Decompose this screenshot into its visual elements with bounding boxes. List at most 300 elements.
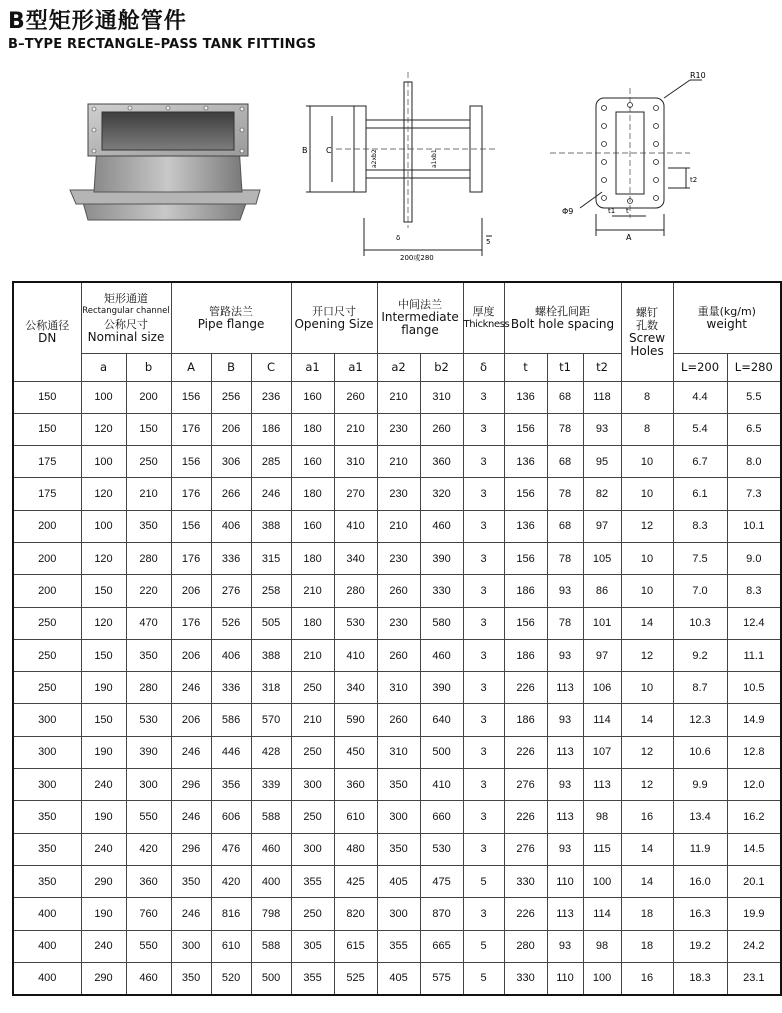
table-cell: 388 [251, 639, 291, 671]
table-cell: 220 [126, 575, 171, 607]
table-cell: 260 [377, 639, 420, 671]
table-cell: 150 [81, 639, 126, 671]
table-cell: 420 [126, 833, 171, 865]
table-cell: 355 [291, 865, 334, 897]
table-cell: 93 [547, 930, 583, 962]
table-cell: 660 [420, 801, 463, 833]
table-cell: 428 [251, 736, 291, 768]
table-cell: 110 [547, 962, 583, 995]
table-cell: 300 [13, 704, 81, 736]
table-cell: 8.3 [673, 510, 727, 542]
table-cell: 360 [126, 865, 171, 897]
table-cell: 3 [463, 542, 504, 574]
subheader-cell: t2 [583, 353, 621, 381]
table-row [13, 381, 781, 413]
table-cell: 610 [211, 930, 251, 962]
table-cell: 3 [463, 704, 504, 736]
table-cell: 19.9 [727, 898, 781, 930]
header-opening-size: 开口尺寸 Opening Size [291, 282, 377, 353]
table-cell: 475 [420, 865, 463, 897]
table-cell: 410 [334, 639, 377, 671]
table-cell: 530 [334, 607, 377, 639]
header-screw-holes: 螺钉 孔数 Screw Holes [621, 282, 673, 381]
table-cell: 250 [291, 736, 334, 768]
table-cell: 12.8 [727, 736, 781, 768]
table-cell: 156 [171, 510, 211, 542]
table-cell: 388 [251, 510, 291, 542]
table-cell: 78 [547, 478, 583, 510]
dim-length-label: 200或280 [400, 254, 434, 262]
table-cell: 330 [420, 575, 463, 607]
table-cell: 400 [13, 930, 81, 962]
table-cell: 310 [420, 381, 463, 413]
table-cell: 9.0 [727, 542, 781, 574]
table-cell: 98 [583, 801, 621, 833]
table-cell: 5 [463, 962, 504, 995]
table-cell: 5.4 [673, 413, 727, 445]
table-cell: 8.3 [727, 575, 781, 607]
header-dn: 公称通径 DN [13, 282, 81, 381]
table-cell: 206 [171, 639, 211, 671]
table-cell: 180 [291, 478, 334, 510]
subheader-cell: L=200 [673, 353, 727, 381]
table-cell: 150 [126, 413, 171, 445]
table-cell: 240 [81, 930, 126, 962]
table-cell: 226 [504, 898, 547, 930]
table-cell: 3 [463, 833, 504, 865]
table-cell: 6.1 [673, 478, 727, 510]
table-cell: 160 [291, 510, 334, 542]
table-cell: 250 [13, 639, 81, 671]
table-cell: 550 [126, 801, 171, 833]
table-body [13, 381, 781, 995]
dim-5-label: 5 [486, 238, 491, 246]
table-cell: 180 [291, 607, 334, 639]
table-cell: 206 [211, 413, 251, 445]
table-cell: 425 [334, 865, 377, 897]
table-cell: 180 [291, 542, 334, 574]
table-cell: 500 [251, 962, 291, 995]
dim-B-label: B [302, 146, 308, 155]
table-cell: 3 [463, 672, 504, 704]
table-row [13, 478, 781, 510]
table-cell: 336 [211, 672, 251, 704]
dim-C-label: C [326, 146, 332, 155]
table-cell: 406 [211, 510, 251, 542]
table-cell: 10 [621, 575, 673, 607]
table-cell: 526 [211, 607, 251, 639]
subheader-cell: a1 [291, 353, 334, 381]
table-cell: 276 [504, 769, 547, 801]
table-cell: 210 [126, 478, 171, 510]
table-cell: 156 [504, 478, 547, 510]
table-cell: 460 [420, 510, 463, 542]
table-cell: 5 [463, 930, 504, 962]
table-cell: 12 [621, 769, 673, 801]
header-bolt-hole-spacing: 螺栓孔间距 Bolt hole spacing [504, 282, 621, 353]
table-cell: 100 [81, 446, 126, 478]
table-cell: 16.2 [727, 801, 781, 833]
table-cell: 210 [334, 413, 377, 445]
table-cell: 350 [13, 833, 81, 865]
table-cell: 98 [583, 930, 621, 962]
table-cell: 505 [251, 607, 291, 639]
table-cell: 446 [211, 736, 251, 768]
table-row [13, 801, 781, 833]
table-cell: 760 [126, 898, 171, 930]
table-cell: 306 [211, 446, 251, 478]
table-cell: 97 [583, 510, 621, 542]
table-cell: 310 [377, 672, 420, 704]
table-cell: 9.2 [673, 639, 727, 671]
table-cell: 330 [504, 865, 547, 897]
table-cell: 113 [547, 801, 583, 833]
table-cell: 210 [291, 575, 334, 607]
table-cell: 240 [81, 833, 126, 865]
table-cell: 300 [377, 898, 420, 930]
table-cell: 615 [334, 930, 377, 962]
subheader-cell: a [81, 353, 126, 381]
subheader-cell: a2 [377, 353, 420, 381]
table-cell: 290 [81, 962, 126, 995]
table-cell: 190 [81, 672, 126, 704]
table-cell: 186 [251, 413, 291, 445]
table-cell: 276 [504, 833, 547, 865]
dim-t1-label: t1 [608, 207, 616, 215]
table-cell: 520 [211, 962, 251, 995]
table-cell: 100 [583, 962, 621, 995]
table-cell: 93 [547, 833, 583, 865]
table-row [13, 962, 781, 995]
table-cell: 18 [621, 898, 673, 930]
table-cell: 296 [171, 769, 211, 801]
subheader-cell: b [126, 353, 171, 381]
table-cell: 300 [126, 769, 171, 801]
table-cell: 78 [547, 607, 583, 639]
table-cell: 300 [171, 930, 211, 962]
table-cell: 350 [171, 962, 211, 995]
table-cell: 156 [171, 446, 211, 478]
table-cell: 470 [126, 607, 171, 639]
table-row [13, 575, 781, 607]
spec-table [12, 281, 782, 996]
table-cell: 460 [420, 639, 463, 671]
dim-t2-label: t2 [690, 176, 698, 184]
table-cell: 120 [81, 542, 126, 574]
table-cell: 100 [583, 865, 621, 897]
subheader-cell: A [171, 353, 211, 381]
table-cell: 820 [334, 898, 377, 930]
table-cell: 580 [420, 607, 463, 639]
dim-a1b1-label: a1xb1 [431, 149, 438, 168]
subheader-cell: C [251, 353, 291, 381]
table-cell: 106 [583, 672, 621, 704]
table-cell: 11.1 [727, 639, 781, 671]
dim-delta-label: δ [396, 234, 401, 242]
table-cell: 210 [377, 510, 420, 542]
table-cell: 10.6 [673, 736, 727, 768]
table-cell: 270 [334, 478, 377, 510]
table-cell: 16.0 [673, 865, 727, 897]
table-cell: 350 [171, 865, 211, 897]
table-cell: 176 [171, 542, 211, 574]
table-cell: 206 [171, 704, 211, 736]
table-cell: 300 [291, 833, 334, 865]
table-cell: 318 [251, 672, 291, 704]
table-cell: 6.5 [727, 413, 781, 445]
table-row [13, 510, 781, 542]
subheader-cell: t1 [547, 353, 583, 381]
table-cell: 606 [211, 801, 251, 833]
table-cell: 3 [463, 575, 504, 607]
table-cell: 260 [420, 413, 463, 445]
table-cell: 156 [504, 413, 547, 445]
table-cell: 113 [547, 736, 583, 768]
table-cell: 405 [377, 865, 420, 897]
table-cell: 18 [621, 930, 673, 962]
table-cell: 530 [420, 833, 463, 865]
table-cell: 390 [420, 672, 463, 704]
table-cell: 340 [334, 542, 377, 574]
table-cell: 210 [377, 381, 420, 413]
table-cell: 176 [171, 607, 211, 639]
table-cell: 280 [334, 575, 377, 607]
table-cell: 3 [463, 898, 504, 930]
table-cell: 400 [251, 865, 291, 897]
table-cell: 290 [81, 865, 126, 897]
table-cell: 12 [621, 510, 673, 542]
table-cell: 190 [81, 736, 126, 768]
table-cell: 3 [463, 510, 504, 542]
table-cell: 230 [377, 542, 420, 574]
table-cell: 260 [377, 704, 420, 736]
header-intermediate-flange: 中间法兰 Intermediate flange [377, 282, 463, 353]
table-cell: 410 [420, 769, 463, 801]
table-cell: 276 [211, 575, 251, 607]
table-cell: 68 [547, 381, 583, 413]
table-row [13, 542, 781, 574]
table-cell: 460 [251, 833, 291, 865]
dim-a2b2-label: a2xb2 [371, 149, 378, 168]
table-cell: 186 [504, 639, 547, 671]
table-row [13, 930, 781, 962]
table-cell: 14 [621, 704, 673, 736]
table-cell: 590 [334, 704, 377, 736]
table-cell: 246 [171, 898, 211, 930]
page-title-en: B–TYPE RECTANGLE–PASS TANK FITTINGS [8, 37, 317, 52]
table-cell: 107 [583, 736, 621, 768]
table-cell: 476 [211, 833, 251, 865]
table-cell: 8.7 [673, 672, 727, 704]
table-cell: 24.2 [727, 930, 781, 962]
table-cell: 97 [583, 639, 621, 671]
table-cell: 12 [621, 639, 673, 671]
table-cell: 250 [291, 801, 334, 833]
table-cell: 93 [547, 575, 583, 607]
table-cell: 86 [583, 575, 621, 607]
table-cell: 610 [334, 801, 377, 833]
table-cell: 210 [377, 446, 420, 478]
table-cell: 280 [126, 542, 171, 574]
table-cell: 236 [251, 381, 291, 413]
table-cell: 260 [334, 381, 377, 413]
table-cell: 450 [334, 736, 377, 768]
table-cell: 114 [583, 704, 621, 736]
table-cell: 11.9 [673, 833, 727, 865]
subheader-cell: δ [463, 353, 504, 381]
table-cell: 20.1 [727, 865, 781, 897]
table-cell: 7.5 [673, 542, 727, 574]
table-row [13, 607, 781, 639]
table-cell: 350 [377, 769, 420, 801]
table-cell: 10 [621, 446, 673, 478]
table-cell: 4.4 [673, 381, 727, 413]
dim-t-label: t [626, 207, 629, 215]
table-cell: 9.9 [673, 769, 727, 801]
table-cell: 400 [13, 898, 81, 930]
table-cell: 13.4 [673, 801, 727, 833]
table-cell: 93 [547, 769, 583, 801]
table-cell: 150 [13, 381, 81, 413]
table-cell: 3 [463, 769, 504, 801]
table-cell: 3 [463, 446, 504, 478]
table-cell: 10 [621, 542, 673, 574]
table-cell: 113 [547, 672, 583, 704]
table-cell: 8 [621, 413, 673, 445]
table-cell: 10.5 [727, 672, 781, 704]
subheader-cell: B [211, 353, 251, 381]
table-cell: 356 [211, 769, 251, 801]
subheader-cell: a1 [334, 353, 377, 381]
table-cell: 280 [126, 672, 171, 704]
table-row [13, 833, 781, 865]
table-cell: 230 [377, 478, 420, 510]
table-cell: 525 [334, 962, 377, 995]
table-cell: 14 [621, 865, 673, 897]
table-cell: 3 [463, 639, 504, 671]
table-cell: 200 [13, 575, 81, 607]
table-cell: 118 [583, 381, 621, 413]
table-cell: 175 [13, 446, 81, 478]
table-cell: 330 [504, 962, 547, 995]
table-cell: 339 [251, 769, 291, 801]
table-cell: 390 [126, 736, 171, 768]
table-cell: 16 [621, 801, 673, 833]
table-cell: 350 [13, 865, 81, 897]
table-cell: 575 [420, 962, 463, 995]
table-cell: 160 [291, 446, 334, 478]
table-cell: 665 [420, 930, 463, 962]
table-cell: 300 [13, 769, 81, 801]
table-cell: 5.5 [727, 381, 781, 413]
table-cell: 12.4 [727, 607, 781, 639]
table-cell: 336 [211, 542, 251, 574]
side-section-drawing [296, 68, 506, 268]
table-row [13, 413, 781, 445]
table-cell: 3 [463, 607, 504, 639]
table-cell: 296 [171, 833, 211, 865]
table-cell: 136 [504, 446, 547, 478]
table-cell: 400 [13, 962, 81, 995]
table-cell: 190 [81, 801, 126, 833]
table-cell: 3 [463, 801, 504, 833]
table-row [13, 446, 781, 478]
table-cell: 101 [583, 607, 621, 639]
table-cell: 460 [126, 962, 171, 995]
table-cell: 258 [251, 575, 291, 607]
table-cell: 12.3 [673, 704, 727, 736]
table-cell: 300 [377, 801, 420, 833]
header-weight: 重量(kg/m) weight [673, 282, 781, 353]
table-cell: 136 [504, 381, 547, 413]
table-cell: 410 [334, 510, 377, 542]
table-cell: 7.0 [673, 575, 727, 607]
table-cell: 230 [377, 607, 420, 639]
table-cell: 93 [547, 639, 583, 671]
table-cell: 480 [334, 833, 377, 865]
table-cell: 10.1 [727, 510, 781, 542]
table-cell: 355 [291, 962, 334, 995]
table-cell: 500 [420, 736, 463, 768]
page-title-cn: B型矩形通舱管件 [8, 9, 187, 34]
table-cell: 350 [126, 510, 171, 542]
table-row [13, 672, 781, 704]
table-cell: 68 [547, 446, 583, 478]
table-cell: 340 [334, 672, 377, 704]
table-cell: 586 [211, 704, 251, 736]
table-cell: 280 [504, 930, 547, 962]
table-cell: 120 [81, 607, 126, 639]
table-cell: 300 [291, 769, 334, 801]
table-cell: 200 [13, 510, 81, 542]
table-cell: 355 [377, 930, 420, 962]
table-cell: 798 [251, 898, 291, 930]
table-cell: 226 [504, 801, 547, 833]
table-cell: 93 [547, 704, 583, 736]
table-cell: 175 [13, 478, 81, 510]
table-cell: 530 [126, 704, 171, 736]
table-cell: 310 [334, 446, 377, 478]
table-cell: 570 [251, 704, 291, 736]
table-cell: 588 [251, 930, 291, 962]
table-cell: 315 [251, 542, 291, 574]
table-cell: 14 [621, 833, 673, 865]
table-cell: 10 [621, 478, 673, 510]
table-cell: 100 [81, 381, 126, 413]
table-cell: 256 [211, 381, 251, 413]
table-cell: 360 [420, 446, 463, 478]
table-cell: 156 [504, 607, 547, 639]
table-cell: 120 [81, 478, 126, 510]
table-cell: 176 [171, 478, 211, 510]
table-cell: 350 [377, 833, 420, 865]
table-cell: 150 [81, 575, 126, 607]
table-cell: 78 [547, 542, 583, 574]
table-cell: 8.0 [727, 446, 781, 478]
table-cell: 3 [463, 478, 504, 510]
table-cell: 250 [291, 898, 334, 930]
table-cell: 350 [126, 639, 171, 671]
table-row [13, 736, 781, 768]
table-cell: 210 [291, 704, 334, 736]
table-cell: 3 [463, 413, 504, 445]
table-cell: 250 [13, 607, 81, 639]
table-cell: 113 [547, 898, 583, 930]
table-cell: 206 [171, 575, 211, 607]
table-cell: 870 [420, 898, 463, 930]
table-cell: 6.7 [673, 446, 727, 478]
table-cell: 105 [583, 542, 621, 574]
